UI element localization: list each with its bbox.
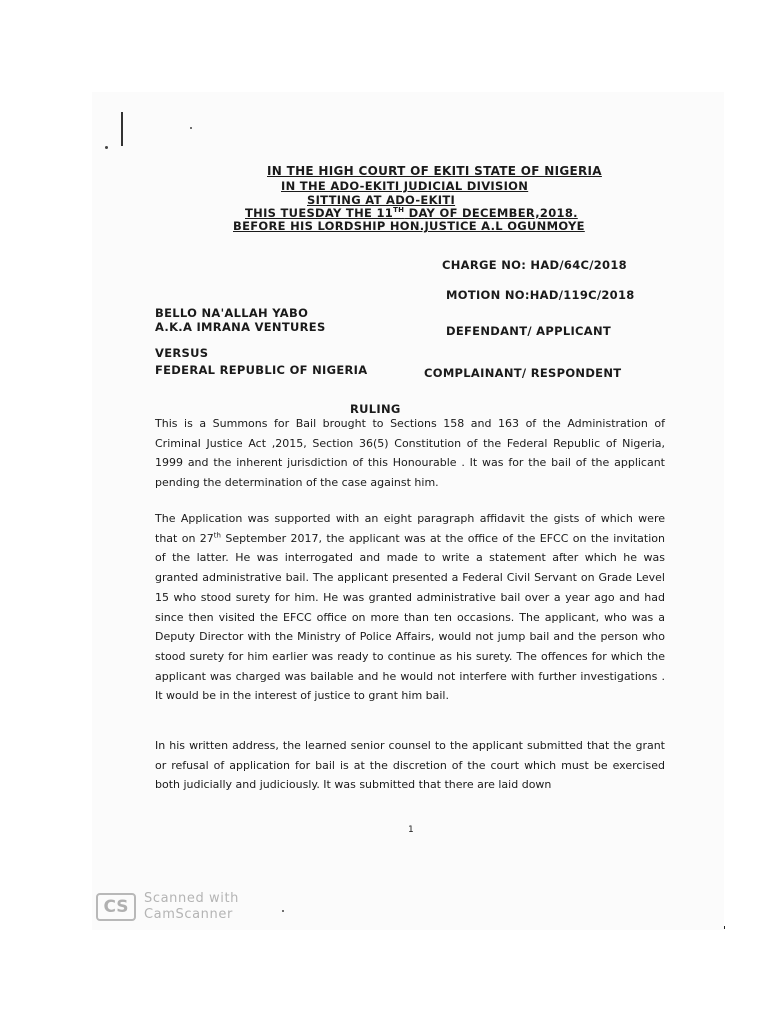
date-line: THIS TUESDAY THE 11TH DAY OF DECEMBER,2018.: [245, 206, 578, 220]
scan-artifact: [121, 112, 123, 146]
ruling-paragraph-1: This is a Summons for Bail brought to Sections 158 and 163 of the Administration of Criminal Justice Act ,2015, Section 36(5) Constitution of the Federal Republic of Nigeria, 1999 and the inherent jurisdiction of this Honourable . It was for the bail of the applicant pending the determination of the case against him.: [155, 417, 665, 490]
court-title: IN THE HIGH COURT OF EKITI STATE OF NIGERIA: [267, 164, 602, 178]
watermark-line-2: CamScanner: [144, 907, 233, 922]
versus-label: VERSUS: [155, 346, 209, 360]
sitting-title: SITTING AT ADO-EKITI: [307, 193, 456, 207]
complainant-role: COMPLAINANT/ RESPONDENT: [424, 366, 622, 380]
watermark-line-1: Scanned with: [144, 891, 240, 906]
complainant-name: FEDERAL REPUBLIC OF NIGERIA: [155, 363, 368, 377]
scan-artifact: [190, 127, 192, 129]
motion-number: MOTION NO:HAD/119C/2018: [446, 288, 635, 302]
watermark-text: [144, 891, 239, 923]
scan-artifact: [105, 146, 108, 149]
ruling-paragraph-2: The Application was supported with an eight paragraph affidavit the gists of which were that on 27th September 2017, the applicant was at the office of the EFCC on the invitation of the latter. He was interrogated and made to write a statement after which he was granted administrative bail. The applicant presented a Federal Civil Servant on Grade Level 15 who stood surety for him. He was granted administrative bail over a year ago and had since then visited the EFCC office on more than ten occasions. The applicant, who was a Deputy Director with the Ministry of Police Affairs, would not jump bail and the person who stood surety for him earlier was ready to continue as his surety. The offences for which the applicant was charged was bailable and he would not interfere with further investigations . It would be in the interest of justice to grant him bail.: [155, 512, 665, 703]
camscanner-watermark: [96, 887, 276, 927]
defendant-name: BELLO NA'ALLAH YABO: [155, 306, 309, 320]
document-page: [92, 92, 724, 930]
defendant-aka: A.K.A IMRANA VENTURES: [155, 320, 326, 334]
division-title: IN THE ADO-EKITI JUDICIAL DIVISION: [281, 179, 529, 193]
scan-artifact: [282, 910, 284, 912]
ruling-paragraph-3: In his written address, the learned senior counsel to the applicant submitted that the grant or refusal of application for bail is at the discretion of the court which must be exercised both judicially and judiciously. It was submitted that there are laid down: [155, 739, 665, 792]
judge-line: BEFORE HIS LORDSHIP HON.JUSTICE A.L OGUNMOYE: [233, 219, 585, 233]
camscanner-logo-icon: CS: [96, 893, 136, 921]
page-number: 1: [408, 825, 414, 835]
defendant-role: DEFENDANT/ APPLICANT: [446, 324, 612, 338]
charge-number: CHARGE NO: HAD/64C/2018: [442, 258, 627, 272]
ruling-heading: RULING: [350, 402, 401, 416]
